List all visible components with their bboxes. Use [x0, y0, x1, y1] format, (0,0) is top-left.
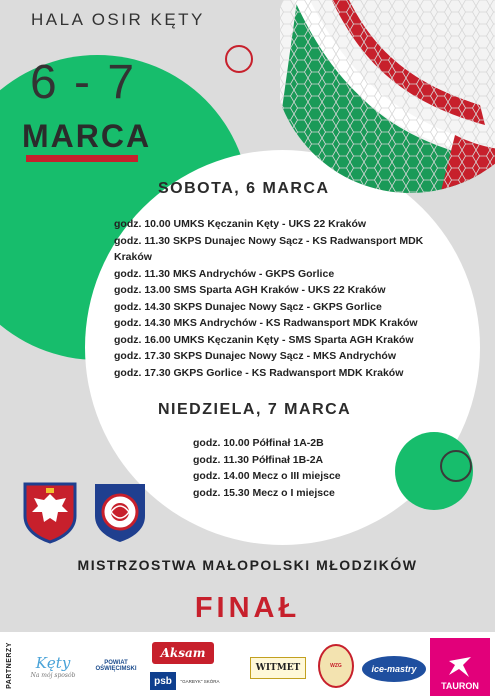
list-item: godz. 10.00 Półfinał 1A-2B: [193, 437, 324, 449]
day1-match-list: [114, 216, 454, 381]
list-item: godz. 16.00 UMKS Kęczanin Kęty - SMS Sparta AGH Kraków: [114, 333, 414, 346]
partner-psb-logo: psb: [150, 672, 176, 690]
dark-ring-decoration: [440, 450, 472, 482]
list-item: godz. 10.00 UMKS Kęczanin Kęty - UKS 22 Kraków: [114, 218, 367, 230]
list-item: godz. 14.30 MKS Andrychów - KS Radwansport MDK Kraków: [114, 317, 418, 329]
list-item: godz. 17.30 SKPS Dunajec Nowy Sącz - MKS Andrychów: [114, 350, 397, 362]
list-item: godz. 15.30 Mecz o I miejsce: [193, 486, 335, 499]
list-item: godz. 11.30 SKPS Dunajec Nowy Sącz - KS Radwansport MDK Kraków: [114, 234, 424, 263]
list-item: godz. 11.30 MKS Andrychów - GKPS Gorlice: [114, 267, 335, 280]
partner-aksam-logo: Aksam: [152, 642, 214, 664]
championship-stage: FINAŁ: [194, 592, 301, 624]
malopolska-coat-of-arms-icon: [22, 482, 78, 544]
partner-garbyk-logo: "GARBYK" SKÓRA: [180, 678, 220, 684]
partner-seal-logo: WZG: [318, 644, 354, 688]
volleyball-icon: [280, 0, 495, 195]
venue-title: HALA OSIR KĘTY: [31, 10, 205, 29]
event-dates: 6 - 7: [30, 56, 137, 109]
list-item: godz. 17.30 GKPS Gorlice - KS Radwansport MDK Kraków: [114, 366, 404, 379]
partner-tauron-logo: [430, 638, 490, 696]
championship-title: MISTRZOSTWA MAŁOPOLSKI MŁODZIKÓW: [77, 557, 418, 573]
day1-title: SOBOTA, 6 MARCA: [158, 180, 330, 197]
partner-witmet-logo: WITMET: [250, 657, 306, 679]
partner-kety-logo: [30, 644, 76, 688]
partners-strip: [0, 632, 495, 700]
partner-icemastry-logo: ice-mastry: [362, 656, 426, 682]
partner-kety-name: Kęty: [35, 653, 71, 672]
red-accent-bar: [26, 155, 138, 162]
partner-kety-slogan: Na mój sposób: [30, 671, 76, 679]
partner-tauron-name: TAURON: [441, 681, 479, 691]
partners-label: PARTNERZY: [5, 642, 13, 689]
day2-title: NIEDZIELA, 7 MARCA: [158, 401, 352, 418]
day2-match-list: [193, 435, 433, 501]
tauron-symbol-icon: [445, 655, 475, 681]
event-month: MARCA: [22, 118, 152, 154]
club-crest-icon: [92, 482, 148, 544]
partner-powiat-name: POWIAT OŚWIĘCIMSKI: [95, 660, 137, 672]
list-item: godz. 11.30 Półfinał 1B-2A: [193, 453, 324, 466]
list-item: godz. 14.00 Mecz o III miejsce: [193, 470, 341, 482]
list-item: godz. 14.30 SKPS Dunajec Nowy Sącz - GKPS Gorlice: [114, 300, 382, 313]
partner-powiat-logo: [90, 642, 142, 690]
list-item: godz. 13.00 SMS Sparta AGH Kraków - UKS 22 Kraków: [114, 284, 386, 296]
red-ring-decoration: [225, 45, 253, 73]
